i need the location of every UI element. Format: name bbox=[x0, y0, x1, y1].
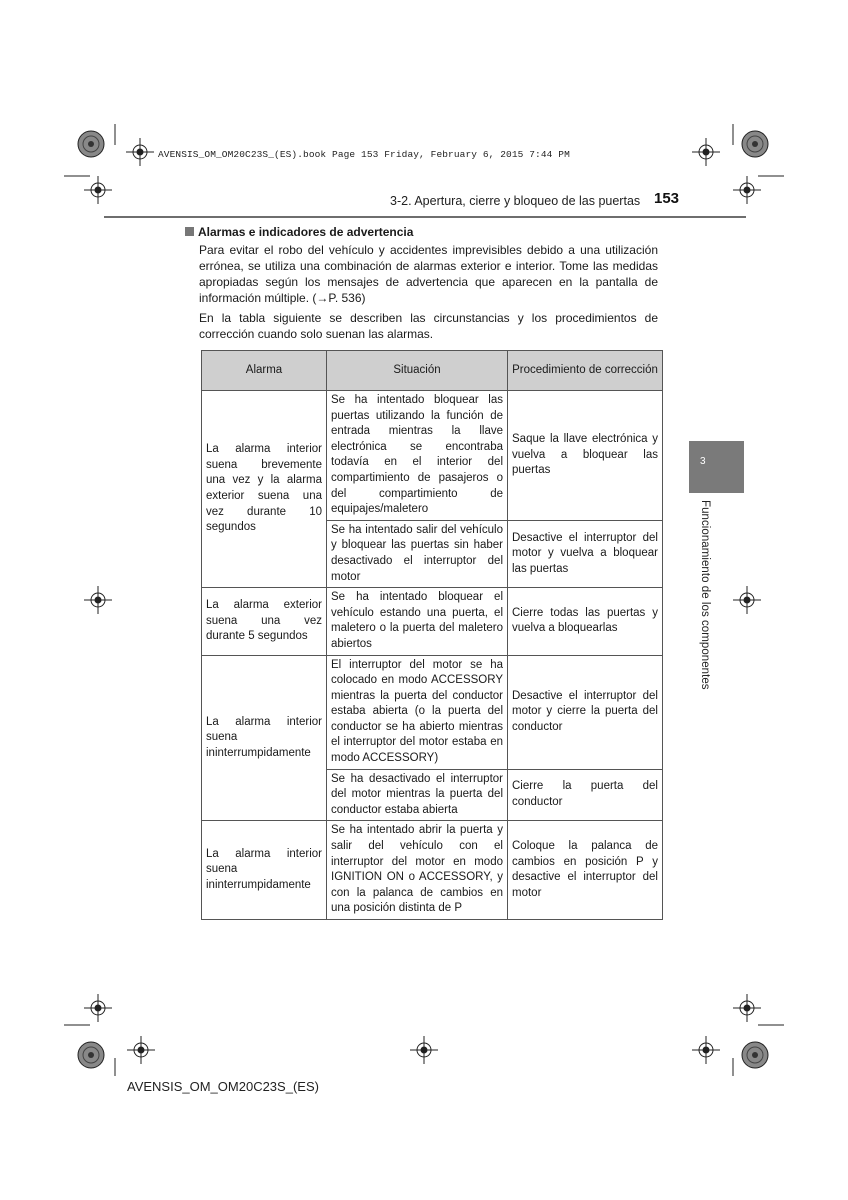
table-row bbox=[202, 391, 663, 521]
situation-cell: Se ha desactivado el interruptor del motor mientras la puerta del conductor estaba abierta bbox=[327, 769, 508, 821]
table-row bbox=[202, 655, 663, 769]
alarm-cell: La alarma interior suena brevemente una vez y la alarma exterior suena una vez durante 10 segundos bbox=[202, 391, 327, 588]
header-situacion: Situación bbox=[327, 351, 508, 391]
situation-cell: Se ha intentado bloquear las puertas utilizando la función de entrada mientras la llave electrónica se encontraba todavía en el interior del compartimiento de pasajeros o del compartimiento de equipajes/maletero bbox=[327, 391, 508, 521]
situation-cell: Se ha intentado bloquear el vehículo estando una puerta, el maletero o la puerta del maletero abiertos bbox=[327, 588, 508, 655]
header-rule bbox=[104, 216, 746, 218]
section-heading bbox=[185, 225, 413, 239]
table-intro-paragraph: En la tabla siguiente se describen las circunstancias y los procedimientos de corrección cuando solo suenan las alarmas. bbox=[199, 311, 658, 341]
chapter-title: Funcionamiento de los componentes bbox=[699, 500, 711, 690]
procedure-cell: Saque la llave electrónica y vuelva a bloquear las puertas bbox=[508, 391, 663, 521]
alarm-table bbox=[201, 350, 663, 920]
table-row bbox=[202, 821, 663, 920]
procedure-cell: Desactive el interruptor del motor y cierre la puerta del conductor bbox=[508, 655, 663, 769]
procedure-cell: Cierre todas las puertas y vuelva a bloquearlas bbox=[508, 588, 663, 655]
procedure-cell: Cierre la puerta del conductor bbox=[508, 769, 663, 821]
page-number: 153 bbox=[654, 190, 680, 207]
situation-cell: El interruptor del motor se ha colocado en modo ACCESSORY mientras la puerta del conductor estaba abierta (o la puerta del conductor se ha abierto mientras el interruptor del motor estaba en modo ACCESSORY) bbox=[327, 655, 508, 769]
section-heading-text: Alarmas e indicadores de advertencia bbox=[198, 225, 414, 239]
alarm-cell: La alarma exterior suena una vez durante 5 segundos bbox=[202, 588, 327, 655]
intro-paragraph: Para evitar el robo del vehículo y accidentes imprevisibles debido a una utilización errónea, se utiliza una combinación de alarmas exterior e interior. Tome las medidas apropiadas según los mensajes de advertencia que aparecen en la pantalla de información múltiple. (→P. 536) bbox=[199, 243, 658, 305]
situation-cell: Se ha intentado abrir la puerta y salir del vehículo con el interruptor del motor en modo IGNITION ON o ACCESSORY, y con la palanca de cambios en una posición distinta de P bbox=[327, 821, 508, 920]
alarm-cell: La alarma interior suena ininterrumpidamente bbox=[202, 821, 327, 920]
section-title: 3-2. Apertura, cierre y bloqueo de las puertas bbox=[390, 194, 641, 208]
situation-cell: Se ha intentado salir del vehículo y bloquear las puertas sin haber desactivado el interruptor del motor bbox=[327, 520, 508, 587]
chapter-tab bbox=[689, 441, 744, 493]
footer-doc-code: AVENSIS_OM_OM20C23S_(ES) bbox=[127, 1079, 319, 1094]
header-procedimiento: Procedimiento de corrección bbox=[508, 351, 663, 391]
procedure-cell: Coloque la palanca de cambios en posición P y desactive el interruptor del motor bbox=[508, 821, 663, 920]
alarm-cell: La alarma interior suena ininterrumpidamente bbox=[202, 655, 327, 821]
procedure-cell: Desactive el interruptor del motor y vuelva a bloquear las puertas bbox=[508, 520, 663, 587]
table-row bbox=[202, 588, 663, 655]
chapter-number: 3 bbox=[700, 456, 706, 467]
square-bullet-icon bbox=[185, 227, 194, 236]
header-alarma: Alarma bbox=[202, 351, 327, 391]
table-header-row bbox=[202, 351, 663, 391]
print-meta: AVENSIS_OM_OM20C23S_(ES).book Page 153 Friday, February 6, 2015 7:44 PM bbox=[158, 149, 570, 160]
